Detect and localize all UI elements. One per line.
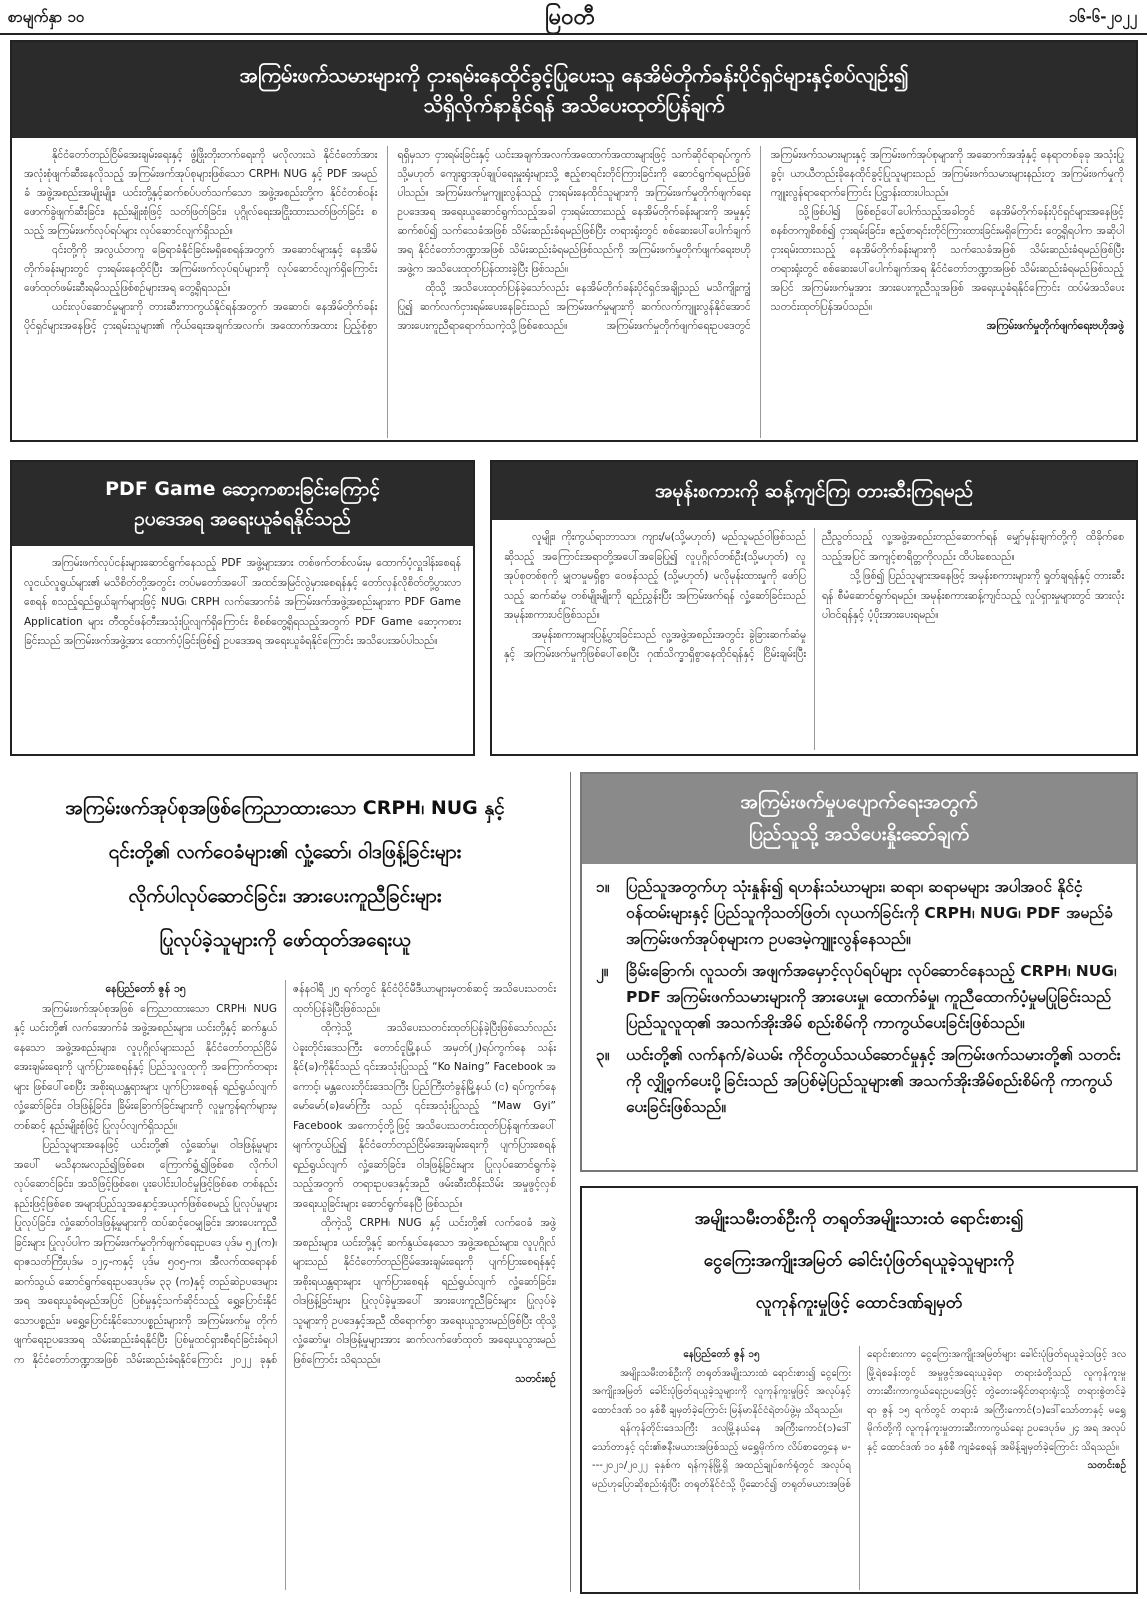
article-crph-nug-action-title: အကြမ်းဖက်အုပ်စုအဖြစ်ကြေညာထားသော CRPH၊ NUG နှင့် ၎င်းတို့၏ လက်ဝေခံများ၏ လှုံ့ဆော်၊ ဝါဒဖြန့်ခြင်းများ လိုက်ပါလုပ်ဆောင်ခြင်း၊ အားပေးကူညီခြင်းများ ပြုလုပ်ခဲ့သူများကို ဖော်ထုတ်အရေးယူ: [65, 797, 505, 951]
article-landlord-notice-title: အကြမ်းဖက်သမားများကို ငှားရမ်းနေထိုင်ခွင့်ပြုပေးသူ နေအိမ်တိုက်ခန်းပိုင်ရှင်များနှင့်စပ်လျဉ်း၍ သိရှိလိုက်နာနိုင်ရန် အသိပေးထုတ်ပြန်ချက်: [12, 42, 1136, 138]
paragraph: အကြမ်းဖက်အုပ်စုအဖြစ် ကြေညာထားသော CRPH၊ NUG နှင့် ယင်းတို့၏ လက်အောက်ခံ အဖွဲ့အစည်းများ၊ ယင်းတို့နှင့် ဆက်နွယ်နေသော အဖွဲ့အစည်းများ၊ လူပုဂ္ဂိုလ်များသည် နိုင်ငံတော်တည်ငြိမ်အေးချမ်းရေးကို ပျက်ပြားစေရန်နှင့် ပြည်သူလူထုကို အကြောက်တရားများ ဖြစ်ပေါ်စေပြီး အစိုးရယန္တရားများ ပျက်ပြားစေရန် ရည်ရွယ်လျက် လှုံ့ဆော်ခြင်း၊ ဝါဒဖြန့်ခြင်း၊ ခြိမ်းခြောက်ခြင်းများကို လူမှုကွန်ရက်များမှတစ်ဆင့် နည်းမျိုးစုံဖြင့် ပြုလုပ်လျက်ရှိသည်။: [14, 1002, 277, 1132]
page-header: [0, 0, 1147, 34]
article-crph-nug-action: [10, 772, 560, 1594]
article-crph-nug-action-body: [14, 980, 556, 1590]
article-pdf-game-body: [24, 554, 461, 750]
byline: အကြမ်းဖက်မှုတိုက်ဖျက်ရေးဗဟိုအဖွဲ့: [986, 320, 1124, 332]
column-divider: [570, 772, 571, 1592]
article-landlord-notice-body: [24, 146, 1124, 438]
paragraph: ထိုကဲ့သို့ အသိပေးသတင်းထုတ်ပြန်ခဲ့ပြီးဖြစ်သော်လည်း ပဲခူးတိုင်းဒေသကြီး တောင်ငူမြို့နယ် အမှတ်(၂)ရပ်ကွက်နေ သန်းနိုင်(ခ)ကိုနိုင်သည် ၎င်းအသုံးပြုသည့် “Ko Naing” Facebook အကောင့်၊ မန္တလေးတိုင်းဒေသကြီး ပြည်ကြီးတံခွန်မြို့နယ် (င) ရပ်ကွက်နေ မော်မော်(ခ)မော်ကြီး သည် ၎င်းအသုံးပြုသည့် “Maw Gyi” Facebook အကောင့်တို့ဖြင့် အသိပေးသတင်းထုတ်ပြန်ချက်အပေါ် မျက်ကွယ်ပြု၍ နိုင်ငံတော်တည်ငြိမ်အေးချမ်းရေးကို ပျက်ပြားစေရန် ရည်ရွယ်လျက် လှုံ့ဆော်ခြင်း၊ ဝါဒဖြန့်ခြင်းများ ပြုလုပ်ဆောင်ရွက်ခဲ့သည့်အတွက် တရားဥပဒေနှင့်အညီ ဖမ်းဆီးထိန်းသိမ်း အမှုဖွင့်လှစ်အရေးယူခြင်းများ ဆောင်ရွက်နေပြီ ဖြစ်သည်။: [293, 1022, 556, 1210]
newspaper-masthead: မြဝတီ: [544, 4, 596, 30]
article-pdf-game-title: PDF Game ဆော့ကစားခြင်းကြောင့် ဥပဒေအရ အရေးယူခံရနိုင်သည်: [12, 462, 473, 546]
list-item: ၂။ ခြိမ်းခြောက်၊ လူသတ်၊ အဖျက်အမှောင့်လုပ်ရပ်များ လုပ်ဆောင်နေသည့် CRPH၊ NUG၊ PDF အကြမ်းဖက်သမားများကို အားပေးမှု၊ ထောက်ခံမှု၊ ကူညီထောက်ပံ့မှုမပြုခြင်းသည် ပြည်သူလူထု၏ အသက်အိုးအိမ် စည်းစိမ်ကို ကာကွယ်ပေးခြင်းဖြစ်သည်။: [596, 962, 1117, 1032]
issue-date: ၁၆-၆-၂၀၂၂: [1068, 8, 1137, 26]
article-trafficking-sentence: [580, 1186, 1138, 1594]
appeal-list: [596, 874, 1122, 1166]
article-landlord-notice: [10, 40, 1138, 442]
paragraph: ထိုကဲ့သို့ CRPH၊ NUG နှင့် ယင်းတို့၏ လက်ဝေခံ အဖွဲ့အစည်းများ၊ ယင်းတို့နှင့် ဆက်နွယ်နေသော အဖွဲ့အစည်းများ၊ လူပုဂ္ဂိုလ်များသည် နိုင်ငံတော်တည်ငြိမ်အေးချမ်းရေးကို ပျက်ပြားစေရန်နှင့် အစိုးရယန္တရားများ ပျက်ပြားစေရန် ရည်ရွယ်လျက် လှုံ့ဆော်ခြင်း၊ ဝါဒဖြန့်ခြင်းများ ပြုလုပ်ခဲ့မှုအပေါ် အားပေးကူညီခြင်းများ ပြုလုပ်ခဲ့သူများကို ဥပဒေနှင့်အညီ ထိရောက်စွာ အရေးယူသွားမည်ဖြစ်ပြီး ထိုသို့ လှုံ့ဆော်မှု၊ ဝါဒဖြန့်မှုများအား ဆက်လက်ဖော်ထုတ် အရေးယူသွားမည်ဖြစ်ကြောင်း သိရသည်။: [293, 1217, 556, 1366]
article-trafficking-sentence-body: [592, 1346, 1126, 1590]
paragraph: သို့ဖြစ်ပါ၍ ဖြစ်စဉ်ပေါ်ပေါက်သည့်အခါတွင် နေအိမ်တိုက်ခန်းပိုင်ရှင်များအနေဖြင့် စနစ်တကျစိစစ်၍ ငှားရမ်းခြင်း၊ ဧည့်စာရင်းတိုင်ကြားထားခြင်းမရှိကြောင်း တွေ့ရှိရပါက အဆိုပါငှားရမ်းထားသည့် နေအိမ်တိုက်ခန်းများကို သက်သေခံအဖြစ် သိမ်းဆည်းခံရမည်ဖြစ်ပြီး တရားရုံးတွင် စစ်ဆေးပေါ်ပေါက်ချက်အရ နိုင်ငံတော်ဘဏ္ဍာအဖြစ် သိမ်းဆည်းခံရမည်ဖြစ်သည့်အပြင် အကြမ်းဖက်မှုအား အားပေးကူညီသူအဖြစ် အရေးယူခံရနိုင်ကြောင်း ထပ်မံအသိပေး သတင်းထုတ်ပြန်အပ်သည်။: [770, 206, 1124, 313]
article-hate-speech-title: အမုန်းစကားကို ဆန့်ကျင်ကြ၊ တားဆီးကြရမည်: [492, 462, 1136, 520]
paragraph: ယင်းလုပ်ဆောင်မှုများကို တားဆီးကာကွယ်နိုင်ရန်အတွက် အဆောင်၊ နေအိမ်တိုက်ခန်းပိုင်ရှင်များအနေဖြင့် ငှားရမ်းသူများ၏ ကိုယ်ရေးအချက်အလက်၊ အထောက်အထား ပြည့်စုံစွာရရှိမှသာ ငှားရမ်းခြင်းနှင့် ယင်းအချက်အလက်အထောက်အထားများဖြင့် သက်ဆိုင်ရာရပ်ကွက် သို့မဟုတ် ကျေးရွာအုပ်ချုပ်ရေးမှူးရုံးများသို့ ဧည့်စာရင်းတိုင်ကြားခြင်းကို ဆောင်ရွက်ရမည်ဖြစ်ပါသည်။ အကြမ်းဖက်မှုကျူးလွန်သည့် ငှားရမ်းနေထိုင်သူများကို အကြမ်းဖက်မှုတိုက်ဖျက်ရေးဥပဒေအရ အရေးယူဆောင်ရွက်သည့်အခါ ငှားရမ်းထားသည့် နေအိမ်တိုက်ခန်းများကို အမှုနှင့်ဆက်စပ်၍ သက်သေခံအဖြစ် သိမ်းဆည်းခံရမည်ဖြစ်ပြီး တရားရုံးတွင် စစ်ဆေးပေါ်ပေါက်ချက်အရ နိုင်ငံတော်ဘဏ္ဍာအဖြစ် သိမ်းဆည်းခံရမည်ဖြစ်သည်ကို အကြမ်းဖက်မှုတိုက်ဖျက်ရေးဗဟိုအဖွဲ့က အသိပေးထုတ်ပြန်ထားခဲ့ပြီး ဖြစ်သည်။: [24, 149, 751, 332]
dateline: နေပြည်တော် ဇွန် ၁၅: [683, 1349, 760, 1360]
paragraph: နိုင်ငံတော်တည်ငြိမ်အေးချမ်းရေးနှင့် ဖွံ့ဖြိုးတိုးတက်ရေးကို မလိုလားသဲ နိုင်ငံတော်အား အလုံးစုံဖျက်ဆီးနေလိုသည့် အကြမ်းဖက်အုပ်စုများဖြစ်သော CRPH၊ NUG နှင့် PDF အမည်ခံ အဖွဲ့အစည်းအမျိုးမျိုး၊ ယင်းတို့နှင့်ဆက်စပ်ပတ်သက်သော အဖွဲ့အစည်းတို့က နိုင်ငံတစ်ဝန်း ဖောက်ခွဲဖျက်ဆီးခြင်း၊ နည်းမျိုးစုံဖြင့် သတ်ဖြတ်ခြင်း၊ ပုဂ္ဂိုလ်ရေးအငြိုးထားသတ်ဖြတ်ခြင်း စသည့် အကြမ်းဖက်လုပ်ရပ်များ လုပ်ဆောင်လျက်ရှိသည်။: [24, 149, 378, 237]
dateline: နေပြည်တော် ဇွန် ၁၅: [105, 983, 186, 995]
paragraph: လူမျိုး၊ ကိုးကွယ်ရာဘာသာ၊ ကျား/မ(သို့မဟုတ်) မည်သူမည်ဝါဖြစ်သည်ဆိုသည့် အကြောင်းအရာတို့အပေါ်အခြေပြု၍ လူပုဂ္ဂိုလ်တစ်ဦး(သို့မဟုတ်) လူအုပ်စုတစ်စုကို မျှတမှုမရှိစွာ ဝေဖန်သည့် (သို့မဟုတ်) မလိုမုန်းထားမှုကို ဖော်ပြသည့် ဆက်ဆံမှု တစ်မျိုးမျိုးကို ရည်ညွှန်းပြီး အကြမ်းဖက်ရန် လှုံ့ဆော်ခြင်းသည် အမုန်းစကားပင်ဖြစ်သည်။: [504, 531, 806, 621]
paragraph: ထိုသို့ အသိပေးထုတ်ပြန်ခဲ့သော်လည်း နေအိမ်တိုက်ခန်းပိုင်ရှင်အချို့သည် မသိကျိုးကျွံပြု၍ ဆက်လက်ငှားရမ်းပေးနေခြင်းသည် အကြမ်းဖက်မှုများကို ဆက်လက်ကျူးလွန်နိုင်အောင် အားပေးကူညီရာရောက်သကဲ့သို့ဖြစ်စေသည်။ အကြမ်းဖက်မှုတိုက်ဖျက်ရေးဥပဒေတွင် အကြမ်းဖက်သမားများနှင့် အကြမ်းဖက်အုပ်စုများကို အဆောက်အအုံနှင့် နေရာတစ်ခုခု အသုံးပြုခွင့်၊ ယာယီတည်းခိုနေထိုင်ခွင့်ပြုသူများသည် အကြမ်းဖက်သမားများနည်းတူ အကြမ်းဖက်မှုကို ကျူးလွန်ရာရောက်ကြောင်း ပြဋ္ဌာန်းထားပါသည်။: [397, 149, 1124, 332]
byline: သတင်းစဉ်: [515, 1373, 556, 1385]
list-item: ၁။ ပြည်သူအတွက်ဟု သုံးနှုန်း၍ ရဟန်းသံဃာများ၊ ဆရာ၊ ဆရာမများ အပါအဝင် နိုင်ငံ့ဝန်ထမ်းများနှင့် ပြည်သူကိုသတ်ဖြတ်၊ လုယက်ခြင်းကို CRPH၊ NUG၊ PDF အမည်ခံ အကြမ်းဖက်အုပ်စုများက ဥပဒေမဲ့ကျူးလွန်နေသည်။: [596, 878, 1113, 948]
article-public-appeal: [580, 772, 1138, 1172]
paragraph: ရန်ကုန်တိုင်းဒေသကြီး ဒလမြို့နယ်နေ အကြီးကောင်(၁)ဒေါ်သော်တာနှင့် ၎င်း၏ဇနီးမယားအဖြစ်သည့် မရွှေမိုက်က လိပ်စာတွေ့နေ မ----၂၀၂၁/၂၀၂၂ ခုနှစ်က ရန်ကုန်မြို့ရှိ အထည်ချုပ်စက်ရုံတွင် အလုပ်ရမည်ဟုပြောဆိုစည်းရုံးပြီး တရုတ်နိုင်ငံသို့ ပို့ဆောင်၍ တရုတ်မယားအဖြစ် ရောင်းစားကာ ငွေကြေးအကျိုးအမြတ်များ ခေါင်းပုံဖြတ်ရယူခဲ့သဖြင့် ဒလမြို့ရဲစခန်းတွင် အမှုဖွင့်အရေးယူခဲ့ရာ တရားခံတို့သည် လူကုန်ကူးမှုတားဆီးကာကွယ်ရေးဥပဒေဖြင့် တွဲတေးခရိုင်တရားရုံးသို့ တရားစွဲတင်ခဲ့ရာ ဇွန် ၁၅ ရက်တွင် တရားခံ အကြီးကောင်(၁)ဒေါ်သော်တာနှင့် မရွှေမိုက်တို့ကို လူကုန်ကူးမှုတားဆီးကာကွယ်ရေး ဥပဒေပုဒ်မ ၂၄ အရ အလုပ်နှင့် ထောင်ဒဏ် ၁၀ နှစ်စီ ကျခံစေရန် အမိန့်ချမှတ်ခဲ့ကြောင်း သိရသည်။: [592, 1349, 1126, 1490]
list-item: ၃။ ယင်းတို့၏ လက်နက်/ခဲယမ်း ကိုင်တွယ်သယ်ဆောင်မှုနှင့် အကြမ်းဖက်သမားတို့၏ သတင်းကို လျှို့ဝှက်ပေးပို့ခြင်းသည် အပြစ်မဲ့ပြည်သူများ၏ အသက်အိုးအိမ်စည်းစိမ်ကို ကာကွယ်ပေးခြင်းဖြစ်သည်။: [596, 1046, 1121, 1116]
paragraph: အမုန်းစကားများပြန့်ပွားခြင်းသည် လူ့အဖွဲ့အစည်းအတွင်း ခွဲခြားဆက်ဆံမှုနှင့် အကြမ်းဖက်မှုကိုဖြစ်ပေါ်စေပြီး ဂုဏ်သိက္ခာရှိစွာနေထိုင်ရန်နှင့် ငြိမ်းချမ်းပြီး ညီညွတ်သည့် လူ့အဖွဲ့အစည်းတည်ဆောက်ရန် မျှော်မှန်းချက်တို့ကို ထိခိုက်စေသည့်အပြင် အကျင့်စာရိတ္တကိုလည်း ထိပါးစေသည်။: [504, 531, 1124, 660]
article-public-appeal-title: အကြမ်းဖက်မှုပပျောက်ရေးအတွက် ပြည်သူသို့ အသိပေးနှိုးဆော်ချက်: [582, 774, 1136, 864]
paragraph: အမျိုးသမီးတစ်ဦးကို တရုတ်အမျိုးသားထံ ရောင်းစား၍ ငွေကြေးအကျိုးအမြတ် ခေါင်းပုံဖြတ်ရယူခဲ့သူများကို လူကုန်ကူးမှုဖြင့် အလုပ်နှင့် ထောင်ဒဏ် ၁၀ နှစ်စီ ချမှတ်ခဲ့ကြောင်း မြန်မာနိုင်ငံရဲတပ်ဖွဲ့မှ သိရသည်။: [592, 1367, 851, 1416]
paragraph: သို့ဖြစ်၍ ပြည်သူများအနေဖြင့် အမုန်းစကားများကို ရှုတ်ချရန်နှင့် တားဆီးရန် စီမံဆောင်ရွက်ရမည်။ အမုန်းစကားဆန့်ကျင်သည့် လှုပ်ရှားမှုများတွင် အားလုံး ပါဝင်ရန်နှင့် ပံ့ပိုးအားပေးရမည်။: [822, 570, 1124, 621]
paragraph: ၎င်းတို့ကို အလွယ်တကူ ခြေရာခံနိုင်ခြင်းမရှိစေရန်အတွက် အဆောင်များနှင့် နေအိမ်တိုက်ခန်းများတွင် ငှားရမ်းနေထိုင်ပြီး အကြမ်းဖက်လုပ်ရပ်များကို လုပ်ဆောင်လျက်ရှိကြောင်း ဖော်ထုတ်ဖမ်းဆီးရမိသည့်ဖြစ်စဉ်များအရ တွေ့ရှိရသည်။: [24, 244, 378, 294]
page-number: စာမျက်နှာ ၁၀: [8, 8, 85, 26]
article-pdf-game: [10, 460, 475, 756]
header-rule: [0, 33, 1147, 35]
article-hate-speech: [490, 460, 1138, 756]
article-hate-speech-body: [504, 528, 1124, 750]
paragraph: ပြည်သူများအနေဖြင့် ယင်းတို့၏ လှုံ့ဆော်မှု၊ ဝါဒဖြန့်မှုများအပေါ် မသိနားမလည်၍ဖြစ်စေ၊ ကြောက်ရွံ့၍ဖြစ်စေ လိုက်ပါလုပ်ဆောင်ခြင်း၊ အသိဖြင့်ဖြစ်စေ၊ ပူးပေါင်းပါဝင်မှုဖြင့်ဖြစ်စေ တစ်နည်းနည်းဖြင့်ဖြစ်စေ အများပြည်သူအနှောင့်အယှက်ဖြစ်စေမည့် ပြုလုပ်မှုများ ပြုလုပ်ခြင်း၊ လှုံ့ဆော်ဝါဒဖြန့်မှုများကို ထပ်ဆင့်ဝေမျှခြင်း၊ အားပေးကူညီခြင်းများ ပြုလုပ်ပါက အကြမ်းဖက်မှုတိုက်ဖျက်ရေးဥပဒေ ပုဒ်မ ၅၂(က)၊ ရာဇသတ်ကြီးပုဒ်မ ၁၂၄-ကနှင့် ပုဒ်မ ၅၀၅-က၊ အီလက်ထရောနစ်ဆက်သွယ် ဆောင်ရွက်ရေးဥပဒေပုဒ်မ ၃၃ (က)နှင့် တည်ဆဲဥပဒေများအရ အရေးယူခံရမည်အပြင် ပြစ်မှုနှင့်သက်ဆိုင်သည့် ရွှေ့ပြောင်းနိုင်သောပစ္စည်း၊ မရွှေ့ပြောင်းနိုင်သောပစ္စည်းများကို အကြမ်းဖက်မှု တိုက်ဖျက်ရေးဥပဒေအရ သိမ်းဆည်းခံရနိုင်ပြီး ပြစ်မှုထင်ရှားစီရင်ခြင်းခံရပါက နိုင်ငံတော်ဘဏ္ဍာအဖြစ် သိမ်းဆည်းခံရနိုင်ကြောင်း ၂၀၂၂ ခုနှစ် ဇန်နဝါရီ ၂၅ ရက်တွင် နိုင်ငံပိုင်မီဒီယာများမှတစ်ဆင့် အသိပေးသတင်းထုတ်ပြန်ခဲ့ပြီးဖြစ်သည်။: [14, 983, 556, 1366]
article-trafficking-sentence-title: အမျိုးသမီးတစ်ဦးကို တရုတ်အမျိုးသားထံ ရောင်းစား၍ ငွေကြေးအကျိုးအမြတ် ခေါင်းပုံဖြတ်ရယူခဲ့သူများကို လူကုန်ကူးမှုဖြင့် ထောင်ဒဏ်ချမှတ်: [694, 1209, 1024, 1313]
byline: သတင်းစဉ်: [1087, 1460, 1126, 1471]
paragraph: အကြမ်းဖက်လုပ်ငန်းများဆောင်ရွက်နေသည့် PDF အဖွဲ့များအား တစ်ဖက်တစ်လမ်းမှ ထောက်ပံ့လှူဒါန်းစေရန် လူငယ်လူရွယ်များ၏ မသိစိတ်တို့အတွင်း တပ်မတော်အပေါ် အထင်အမြင်လွဲမှားစေရန်နှင့် တော်လှန်လိုစိတ်တို့ပွားလာစေရန် စသည့်ရည်ရွယ်ချက်များဖြင့် NUG၊ CRPH လက်အောက်ခံ အကြမ်းဖက်အဖွဲ့အစည်းများက PDF Game Application များ တီထွင်ဖန်တီးအသုံးပြုလျက်ရှိကြောင်း စိစစ်တွေ့ရှိရသည့်အတွက် PDF Game ဆော့ကစားခြင်းသည် အကြမ်းဖက်အဖွဲ့အား ထောက်ပံ့ခြင်းဖြစ်၍ ဥပဒေအရ အရေးယူခံရနိုင်ကြောင်း အသိပေးအပ်ပါသည်။: [24, 557, 461, 647]
